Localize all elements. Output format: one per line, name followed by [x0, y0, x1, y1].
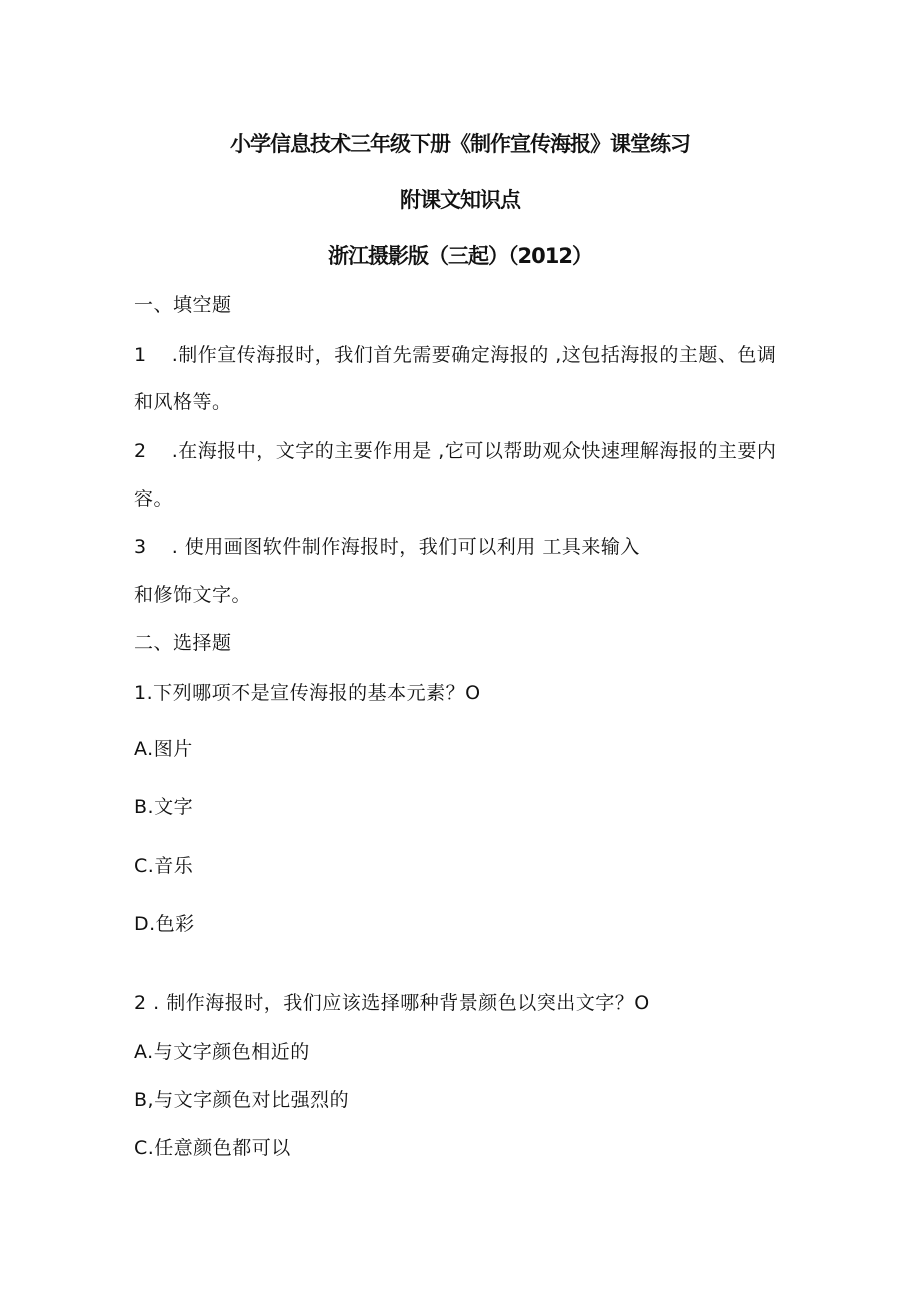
- choice-option-c: C.任意颜色都可以: [134, 1137, 291, 1159]
- choice-option-b: B.文字: [134, 796, 194, 818]
- choice-question-2-stem: 2 . 制作海报时，我们应该选择哪种背景颜色以突出文字？O: [134, 992, 650, 1014]
- choice-option-a: A.与文字颜色相近的: [134, 1041, 310, 1063]
- question-number: 1: [134, 344, 147, 366]
- document-edition: 浙江摄影版（三起）（2012）: [328, 244, 592, 268]
- question-text: .在海报中，文字的主要作用是: [171, 440, 432, 462]
- question-text-continued: ,这包括海报的主题、色调: [555, 344, 777, 366]
- question-number: 2: [134, 440, 147, 462]
- fill-blank-question-1: [134, 340, 776, 367]
- section-heading-fill-blank: 一、填空题: [134, 294, 232, 316]
- fill-blank-question-2: [134, 436, 776, 463]
- question-text: .制作宣传海报时，我们首先需要确定海报的: [171, 344, 549, 366]
- choice-option-c: C.音乐: [134, 855, 194, 877]
- choice-option-d: D.色彩: [134, 913, 195, 935]
- fill-blank-question-3-line-2: 和修饰文字。: [134, 584, 252, 606]
- question-text: . 使用画图软件制作海报时，我们可以利用: [171, 536, 536, 558]
- choice-option-b: B,与文字颜色对比强烈的: [134, 1089, 350, 1111]
- choice-option-a: A.图片: [134, 738, 193, 760]
- question-text-continued: ,它可以帮助观众快速理解海报的主要内: [438, 440, 777, 462]
- fill-blank-question-2-line-2: 容。: [134, 488, 174, 510]
- fill-blank-question-1-line-2: 和风格等。: [134, 391, 232, 413]
- choice-question-1-stem: 1.下列哪项不是宣传海报的基本元素？O: [134, 682, 481, 704]
- section-heading-multiple-choice: 二、选择题: [134, 632, 232, 654]
- question-text-continued: 工具来输入: [542, 536, 640, 558]
- fill-blank-question-3: [134, 532, 640, 559]
- question-number: 3: [134, 536, 147, 558]
- document-title: 小学信息技术三年级下册《制作宣传海报》课堂练习: [230, 132, 690, 156]
- document-subtitle: 附课文知识点: [400, 188, 520, 212]
